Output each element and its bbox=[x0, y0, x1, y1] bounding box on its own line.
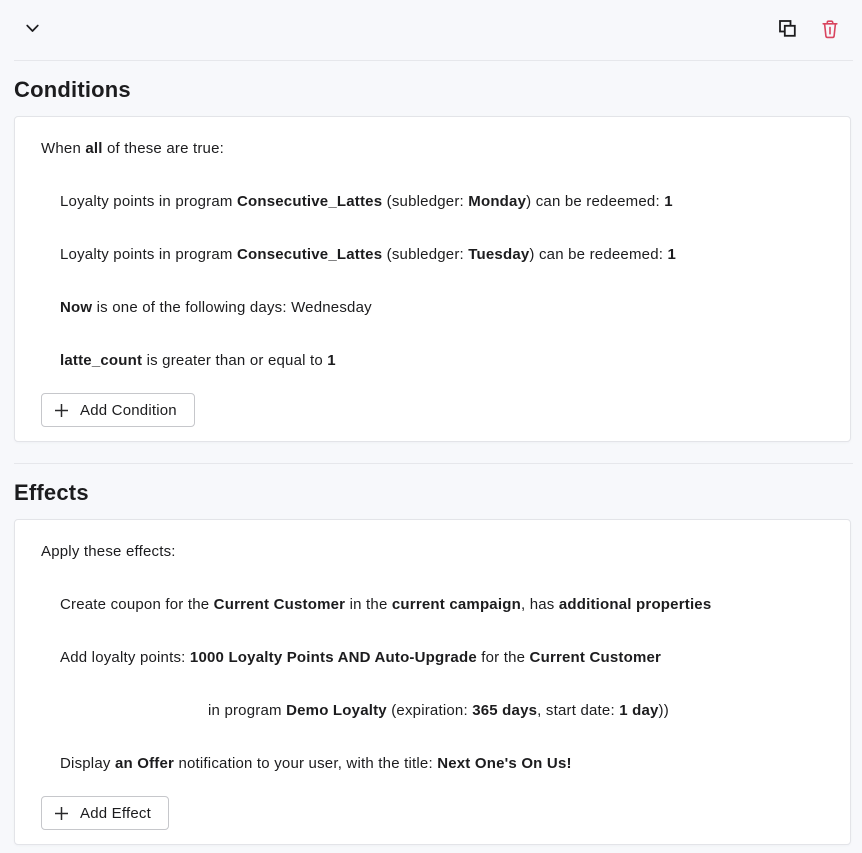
duplicate-icon bbox=[778, 19, 797, 41]
conditions-section-title: Conditions bbox=[14, 77, 131, 102]
plus-icon bbox=[54, 806, 69, 821]
trash-icon bbox=[821, 19, 839, 42]
conditions-card bbox=[14, 116, 851, 442]
chevron-down-icon bbox=[22, 18, 43, 42]
condition-row-loyalty-monday[interactable]: Loyalty points in program Consecutive_Lattes (subledger: Monday) can be redeemed: 1 bbox=[60, 193, 673, 210]
condition-row-latte-count[interactable]: latte_count is greater than or equal to 1 bbox=[60, 352, 336, 369]
effects-card bbox=[14, 519, 851, 845]
effects-intro: Apply these effects: bbox=[41, 543, 176, 560]
effect-row-display-notification[interactable]: Display an Offer notification to your user, with the title: Next One's On Us! bbox=[60, 755, 572, 772]
add-condition-button[interactable] bbox=[41, 393, 195, 427]
add-effect-button[interactable] bbox=[41, 796, 169, 830]
conditions-intro: When all of these are true: bbox=[41, 140, 225, 157]
condition-row-now-day[interactable]: Now is one of the following days: Wednesday bbox=[60, 299, 372, 316]
duplicate-button[interactable] bbox=[776, 17, 799, 43]
toolbar-divider bbox=[14, 60, 853, 61]
delete-button[interactable] bbox=[819, 17, 841, 44]
rule-toolbar bbox=[0, 0, 862, 60]
effects-section-title: Effects bbox=[14, 480, 89, 505]
condition-row-loyalty-tuesday[interactable]: Loyalty points in program Consecutive_Lattes (subledger: Tuesday) can be redeemed: 1 bbox=[60, 246, 677, 263]
add-condition-label: Add Condition bbox=[80, 401, 177, 419]
section-divider bbox=[14, 463, 853, 464]
effect-row-create-coupon[interactable]: Create coupon for the Current Customer in the current campaign, has additional properties bbox=[60, 596, 712, 613]
collapse-button[interactable] bbox=[20, 16, 45, 44]
plus-icon bbox=[54, 403, 69, 418]
add-effect-label: Add Effect bbox=[80, 804, 151, 822]
effect-row-add-loyalty-points[interactable]: Add loyalty points: 1000 Loyalty Points AND Auto-Upgrade for the Current Customer bbox=[60, 649, 662, 666]
effect-row-add-loyalty-points-continued[interactable]: in program Demo Loyalty (expiration: 365 days, start date: 1 day)) bbox=[208, 702, 669, 719]
